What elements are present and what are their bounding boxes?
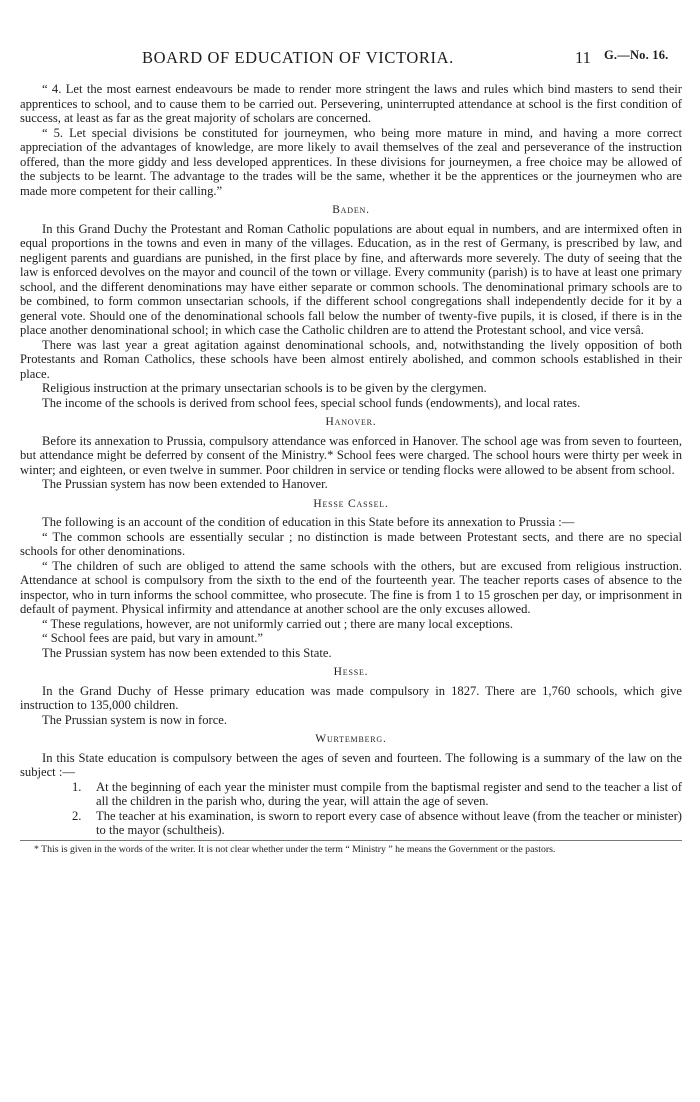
paragraph: “ The children of such are obliged to attend the same schools with the others, but are excused from religious instruction. Attendance at school is compulsory from the sixth to the end of the fourteenth year. The teacher reports cases of absence to the inspector, who in turn informs the school committee, who prosecute. The fine is from 1 to 15 groschen per day, or imprisonment in default of payment. Physical infirmity and attendance at another school are the only excuses allowed. (20, 558, 682, 616)
list-item-text: At the beginning of each year the minister must compile from the baptismal register and send to the teacher a list of all the children in the parish who, during the year, will attain the age of seven. (96, 779, 682, 808)
footnote: * This is given in the words of the writer. It is not clear whether under the term “ Ministry ” he means the Government or the pastors. (34, 843, 556, 855)
section-heading-hesse-cassel: Hesse Cassel. (313, 497, 389, 510)
paragraph: In this State education is compulsory between the ages of seven and fourteen. The following is a summary of the law on the subject :— (20, 750, 682, 779)
list-item (20, 780, 682, 809)
page-number: 11 (575, 48, 591, 67)
footnote-divider (20, 840, 682, 841)
page-body (20, 82, 682, 856)
paragraph: In this Grand Duchy the Protestant and Roman Catholic populations are about equal in numbers, and are intermixed often in equal proportions in the towns and even in many of the villages. Education, as in the rest of Germany, is prescribed by law, and negligent parents and guardians are punished, in the first place by fine, and afterwards more severely. The duty of seeing that the law is enforced devolves on the mayor and council of the town or village. Every community (parish) is to have at least one primary school, and the different denominations may have either separate or common schools. The denominational primary schools are to be combined, to form common unsectarian schools, if the different school congregations shall independently decide for it by a general vote. Should one of the denominational schools fall below the number of twenty-five pupils, it is closed, if there is in the place another denominational school; in which case the Catholic children are to attend the Protestant school, and vice versâ. (20, 221, 682, 337)
document-reference: G.—No. 16. (604, 48, 669, 62)
section-heading-hanover: Hanover. (325, 416, 377, 428)
section-heading-hesse: Hesse. (333, 666, 369, 678)
running-title: BOARD OF EDUCATION OF VICTORIA. (142, 48, 454, 67)
paragraph: In the Grand Duchy of Hesse primary education was made compulsory in 1827. There are 1,760 schools, which give instruction to 135,000 children. (20, 683, 682, 712)
section-heading-baden: Baden. (332, 204, 370, 216)
page-header (20, 48, 682, 72)
paragraph: “ 5. Let special divisions be constituted for journeymen, who being more mature in mind, and having a more correct appreciation of the advantages of knowledge, are more likely to avail themselves of the zeal and perseverance of the instruction offered, than the more giddy and less developed apprentices. In these divisions for journeymen, a free choice may be allowed of the subjects to be learnt. The advantage to the trades will be the same, whether it be the apprentices or the journeymen who are made more competent for their calling.” (20, 125, 682, 198)
paragraph: The Prussian system is now in force. (42, 712, 228, 727)
paragraph: The Prussian system has now been extended to this State. (42, 645, 332, 660)
paragraph: Religious instruction at the primary unsectarian schools is to be given by the clergymen. (42, 381, 487, 395)
list-item (20, 809, 682, 838)
list-item-number: 2. (72, 808, 82, 823)
section-heading-wurtemberg: Wurtemberg. (315, 733, 387, 745)
numbered-list (20, 780, 682, 838)
paragraph: “ The common schools are essentially secular ; no distinction is made between Protestant sects, and there are no special schools for other denominations. (20, 529, 682, 558)
paragraph: “ 4. Let the most earnest endeavours be made to render more stringent the laws and rules which bind masters to send their apprentices to school, and to cause them to be carried out. Persevering, uninterrupted attendance at school is the first condition of success, at least as far as the great majority of scholars are concerned. (20, 82, 682, 125)
paragraph: “ School fees are paid, but vary in amount.” (42, 631, 264, 645)
paragraph: “ These regulations, however, are not uniformly carried out ; there are many local exceptions. (42, 616, 513, 631)
paragraph: Before its annexation to Prussia, compulsory attendance was enforced in Hanover. The school age was from seven to fourteen, but attendance might be deferred by consent of the Ministry.* School fees were charged. The school hours were thirty per week in winter; and eighteen, or even twelve in summer. Poor children in service or tending flocks were allowed to be absent from school. (20, 433, 682, 477)
paragraph: The Prussian system has now been extended to Hanover. (42, 477, 328, 491)
list-item-number: 1. (72, 779, 82, 794)
paragraph: There was last year a great agitation against denominational schools, and, notwithstanding the lively opposition of both Protestants and Roman Catholics, these schools have been almost entirely abolished, and common schools established in their place. (20, 337, 682, 381)
paragraph: The income of the schools is derived from school fees, special school funds (endowments), and local rates. (42, 395, 581, 410)
paragraph: The following is an account of the condition of education in this State before its annexation to Prussia :— (42, 515, 575, 529)
list-item-text: The teacher at his examination, is sworn to report every case of absence without leave (from the teacher or minister) to the mayor (schultheis). (96, 808, 682, 837)
